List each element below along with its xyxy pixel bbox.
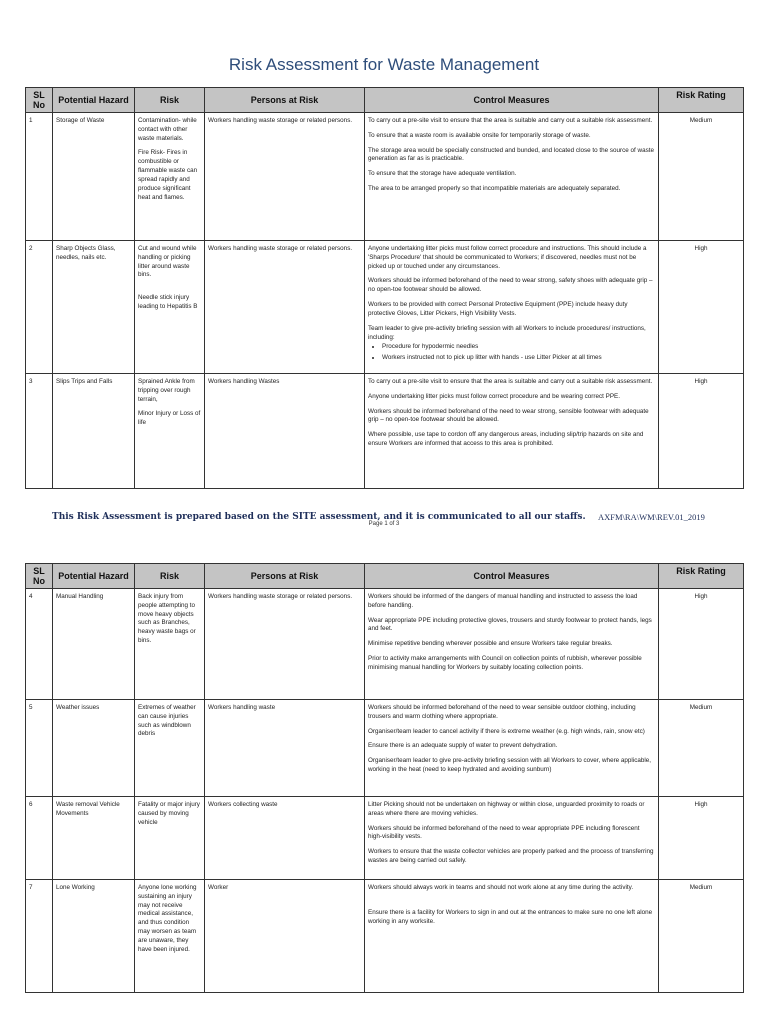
control-text: Anyone undertaking litter picks must follow correct procedure and be wearing correct PPE. [368,392,620,400]
persons-cell: Workers handling waste storage or related persons. [205,589,365,700]
col-rating: Risk Rating [659,88,744,113]
table-header-row [26,564,744,589]
control-text: The storage area would be specially constructed and bunded, and located close to the source of waste generation as far as is practicable. [368,146,654,163]
hazard-cell: Storage of Waste [53,113,135,241]
table-row [26,589,744,700]
footer-note: This Risk Assessment is prepared based on the SITE assessment, and it is communicated to all our staffs. [52,512,586,522]
control-text: Organiser/team leader to give pre-activity briefing session with all Workers to cover, where applicable, working in the heat (need to keep hydrated and avoiding sunburn) [368,757,652,774]
risk-text: Fatality or major injury caused by moving vehicle [138,801,200,826]
risk-table-page-2 [25,563,744,993]
controls-cell [365,241,659,374]
controls-cell [365,880,659,993]
rating-cell: High [659,797,744,880]
control-text: Workers should be informed beforehand of the need to wear strong, sensible footwear with adequate grip – no open-toe footwear should be allowed. [368,407,649,424]
controls-cell [365,797,659,880]
col-persons: Persons at Risk [205,564,365,589]
control-text: Ensure there is an adequate supply of water to prevent dehydration. [368,742,558,750]
risk-text: Contamination- while contact with other waste materials. [138,117,197,142]
sl-cell: 5 [26,700,53,797]
risk-text: Needle stick injury leading to Hepatitis B [138,294,198,311]
col-controls: Control Measures [365,564,659,589]
controls-cell [365,374,659,489]
sl-cell: 3 [26,374,53,489]
bullet-item: • Workers instructed not to pick up litter with hands - use Litter Picker at all times [382,354,655,363]
col-persons: Persons at Risk [205,88,365,113]
persons-cell: Workers handling waste [205,700,365,797]
risk-text: Sprained Ankle from tripping over rough terrain, [138,378,195,403]
table-row [26,374,744,489]
hazard-cell: Waste removal Vehicle Movements [53,797,135,880]
controls-cell [365,700,659,797]
hazard-cell: Sharp Objects Glass, needles, nails etc. [53,241,135,374]
control-text: Workers should be informed beforehand of the need to wear appropriate PPE including florescent high-visibility vests. [368,824,640,841]
table-row [26,797,744,880]
risk-table-page-1 [25,87,744,489]
risk-text: Anyone lone working sustaining an injury may not receive medical assistance, and thus condition may worsen as team are unaware, they have been injured. [138,884,197,953]
risk-text: Minor Injury or Loss of life [138,410,201,427]
hazard-cell: Weather issues [53,700,135,797]
control-text: Workers to ensure that the waste collector vehicles are properly parked and the process of transferring wastes are being carried out safely. [368,848,654,865]
document-code: AXFM\RA\WM\REV.01_2019 [598,512,705,522]
control-text: To carry out a pre-site visit to ensure that the area is suitable and carry out a suitable risk assessment. [368,378,653,385]
control-text: To ensure that the storage have adequate ventilation. [368,170,517,178]
col-hazard: Potential Hazard [53,88,135,113]
control-text: Workers should be informed beforehand of the need to wear strong, safety shoes with adequate grip – no open-toe footwear should be allowed. [368,277,653,294]
rating-cell: Medium [659,880,744,993]
rating-cell: High [659,589,744,700]
table-row [26,700,744,797]
risk-cell [135,797,205,880]
control-text: Anyone undertaking litter picks must follow correct procedure and instructions. This should include a 'Sharps Procedure' that should be communicated to Workers; if discovered, needles must not be picked up or touched under any circumstances. [368,245,647,270]
persons-cell: Workers handling waste storage or related persons. [205,113,365,241]
risk-text: Fire Risk- Fires in combustible or flammable waste can spread rapidly and produce significant heat and flames. [138,149,198,201]
hazard-cell: Manual Handling [53,589,135,700]
persons-cell: Workers collecting waste [205,797,365,880]
risk-cell [135,589,205,700]
col-rating: Risk Rating [659,564,744,589]
risk-cell [135,113,205,241]
risk-text: Cut and wound while handling or picking litter around waste bins. [138,245,197,279]
sl-cell: 4 [26,589,53,700]
col-risk: Risk [135,88,205,113]
controls-cell [365,589,659,700]
control-text: To carry out a pre-site visit to ensure that the area is suitable and carry out a suitable risk assessment. [368,117,653,124]
control-text: Organiser/team leader to cancel activity if there is extreme weather (e.g. high winds, rain, snow etc) [368,727,645,735]
table-row [26,880,744,993]
control-text: Workers should be informed beforehand of the need to wear sensible outdoor clothing, including trousers and warm clothing where appropriate. [368,704,636,720]
control-bullets [368,343,655,363]
sl-cell: 6 [26,797,53,880]
sl-cell: 2 [26,241,53,374]
control-text: To ensure that a waste room is available onsite for temporarily storage of waste. [368,131,591,139]
risk-cell [135,241,205,374]
col-risk: Risk [135,564,205,589]
control-text: Wear appropriate PPE including protective gloves, trousers and sturdy footwear to protect hands, legs and feet. [368,616,652,633]
persons-cell: Workers handling Wastes [205,374,365,489]
control-text: Ensure there is a facility for Workers to sign in and out at the entrances to make sure no one left alone working in any worksite. [368,908,653,925]
controls-cell [365,113,659,241]
table-header-row [26,88,744,113]
persons-cell: Worker [205,880,365,993]
control-text: Team leader to give pre-activity briefing session with all Workers to include procedures/ instructions, including: [368,324,646,341]
rating-cell: High [659,374,744,489]
control-text: Litter Picking should not be undertaken on highway or within close, unguarded proximity to roads or areas where there are moving vehicles. [368,801,645,817]
page-number: Page 1 of 3 [368,521,400,527]
rating-cell: Medium [659,700,744,797]
risk-cell [135,374,205,489]
table-row [26,113,744,241]
col-hazard: Potential Hazard [53,564,135,589]
table-row [26,241,744,374]
control-text: The area to be arranged properly so that incompatible materials are adequately separated. [368,185,621,193]
control-text: Workers to be provided with correct Personal Protective Equipment (PPE) include heavy duty protective Gloves, Litter Pickers, High Visibility Vests. [368,301,628,317]
risk-text: Extremes of weather can cause injuries such as windblown debris [138,704,196,738]
col-controls: Control Measures [365,88,659,113]
hazard-cell: Lone Working [53,880,135,993]
risk-cell [135,700,205,797]
col-sl: SL No [26,564,53,589]
hazard-cell: Slips Trips and Falls [53,374,135,489]
col-sl: SL No [26,88,53,113]
persons-cell: Workers handling waste storage or related persons. [205,241,365,374]
risk-text: Back injury from people attempting to move heavy objects such as Branches, heavy waste bags or bins. [138,593,196,645]
page-title: Risk Assessment for Waste Management [228,55,540,74]
bullet-item: • Procedure for hypodermic needles [382,343,655,352]
rating-cell: High [659,241,744,374]
control-text: Minimise repetitive bending wherever possible and ensure Workers take regular breaks. [368,640,613,648]
control-text: Workers should be informed of the dangers of manual handling and instructed to assess the load before handling. [368,593,638,609]
control-text: Where possible, use tape to cordon off any dangerous areas, including slip/trip hazards on site and ensure Workers are informed that access to this area is prohibited. [368,431,644,448]
sl-cell: 1 [26,113,53,241]
control-text: Prior to activity make arrangements with Council on collection points of rubbish, wherever possible minimising manual handling for Workers by suitably locating collection points. [368,655,642,671]
control-text: Workers should always work in teams and should not work alone at any time during the activity. [368,884,634,891]
risk-cell [135,880,205,993]
sl-cell: 7 [26,880,53,993]
rating-cell: Medium [659,113,744,241]
